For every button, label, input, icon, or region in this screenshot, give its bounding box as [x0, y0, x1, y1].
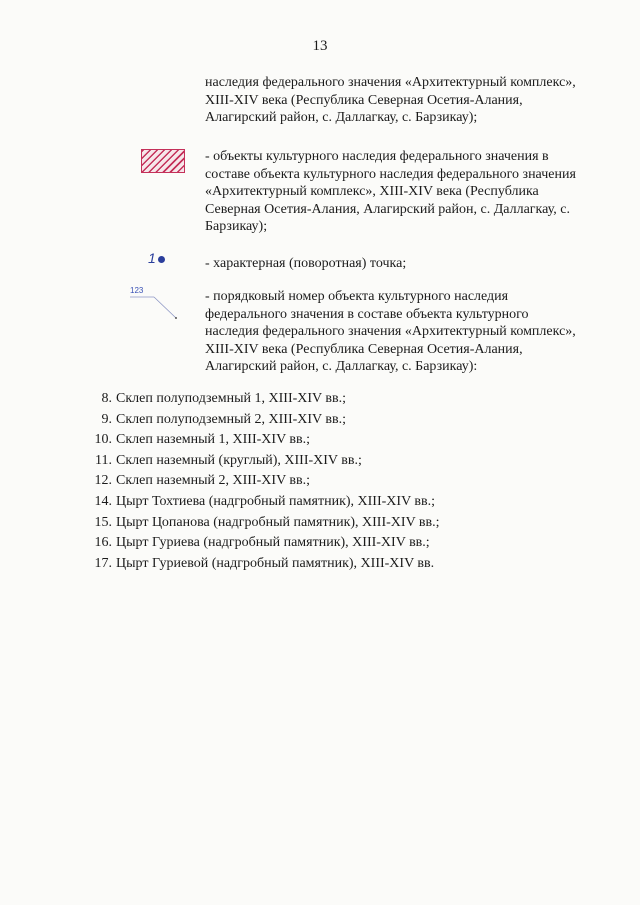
list-item	[0, 513, 600, 534]
turning-point-dot-icon	[158, 256, 165, 263]
list-item-text: Склеп наземный (круглый), XIII-XIV вв.;	[116, 452, 362, 468]
list-item	[0, 554, 600, 575]
list-item-text: Цырт Гуриева (надгробный памятник), XIII-XIV вв.;	[116, 535, 430, 551]
hatched-area-legend-swatch	[141, 149, 185, 173]
list-item-text: Склеп наземный 2, XIII-XIV вв.;	[116, 473, 311, 489]
list-item	[0, 430, 600, 451]
list-item	[0, 451, 600, 472]
list-item-text: Цырт Тохтиева (надгробный памятник), XIII-XIV вв.;	[116, 493, 436, 509]
list-item-number: 17.	[94, 555, 112, 571]
legend-object-number-text: - порядковый номер объекта культурного наследия федерального значения в составе объекта культурного наследия федерального значения «Архитектурный комплекс», XIII-XIV века (Республика Северная Осетия-Алания, Алагирский район, с. Даллагкау, с. Барзикау):	[205, 289, 576, 374]
heritage-site-list	[0, 389, 600, 574]
list-item-number: 10.	[94, 432, 112, 448]
list-item	[0, 410, 600, 431]
page-number: 13	[312, 38, 328, 54]
list-item-text: Цырт Гуриевой (надгробный памятник), XIII-XIV вв.	[116, 555, 435, 571]
list-item-number: 16.	[94, 535, 112, 551]
list-item-text: Склеп полуподземный 1, XIII-XIV вв.;	[116, 391, 347, 406]
legend-continuation-text: наследия федерального значения «Архитектурный комплекс», XIII-XIV века (Республика Северная Осетия-Алания, Алагирский район, с. Даллагкау, с. Барзикау);	[205, 75, 576, 125]
object-number-label-sample	[128, 285, 184, 325]
list-item-number: 11.	[95, 452, 112, 468]
list-item-text: Склеп наземный 1, XIII-XIV вв.;	[116, 432, 311, 448]
turning-point-label: 1	[148, 250, 156, 266]
list-item	[0, 492, 600, 513]
object-number-label: 123	[130, 286, 144, 295]
list-item	[0, 471, 600, 492]
list-item	[0, 389, 600, 410]
turning-point-marker	[148, 250, 165, 270]
list-item-text: Склеп полуподземный 2, XIII-XIV вв.;	[116, 411, 347, 427]
list-item	[0, 533, 600, 554]
list-item-number: 9.	[101, 411, 112, 427]
list-item-text: Цырт Цопанова (надгробный памятник), XIII-XIV вв.;	[116, 514, 440, 530]
legend-turning-point-text: - характерная (поворотная) точка;	[205, 256, 407, 271]
list-item-number: 8.	[101, 391, 112, 406]
legend-hatched-area-text: - объекты культурного наследия федерального значения в составе объекта культурного наследия федерального значения «Архитектурный комплекс», XIII-XIV века (Республика Северная Осетия-Алания, Алагирский район, с. Даллагкау, с. Барзикау);	[205, 149, 576, 234]
list-item-number: 12.	[94, 473, 112, 489]
list-item-number: 14.	[94, 493, 112, 509]
list-item-number: 15.	[94, 514, 112, 530]
